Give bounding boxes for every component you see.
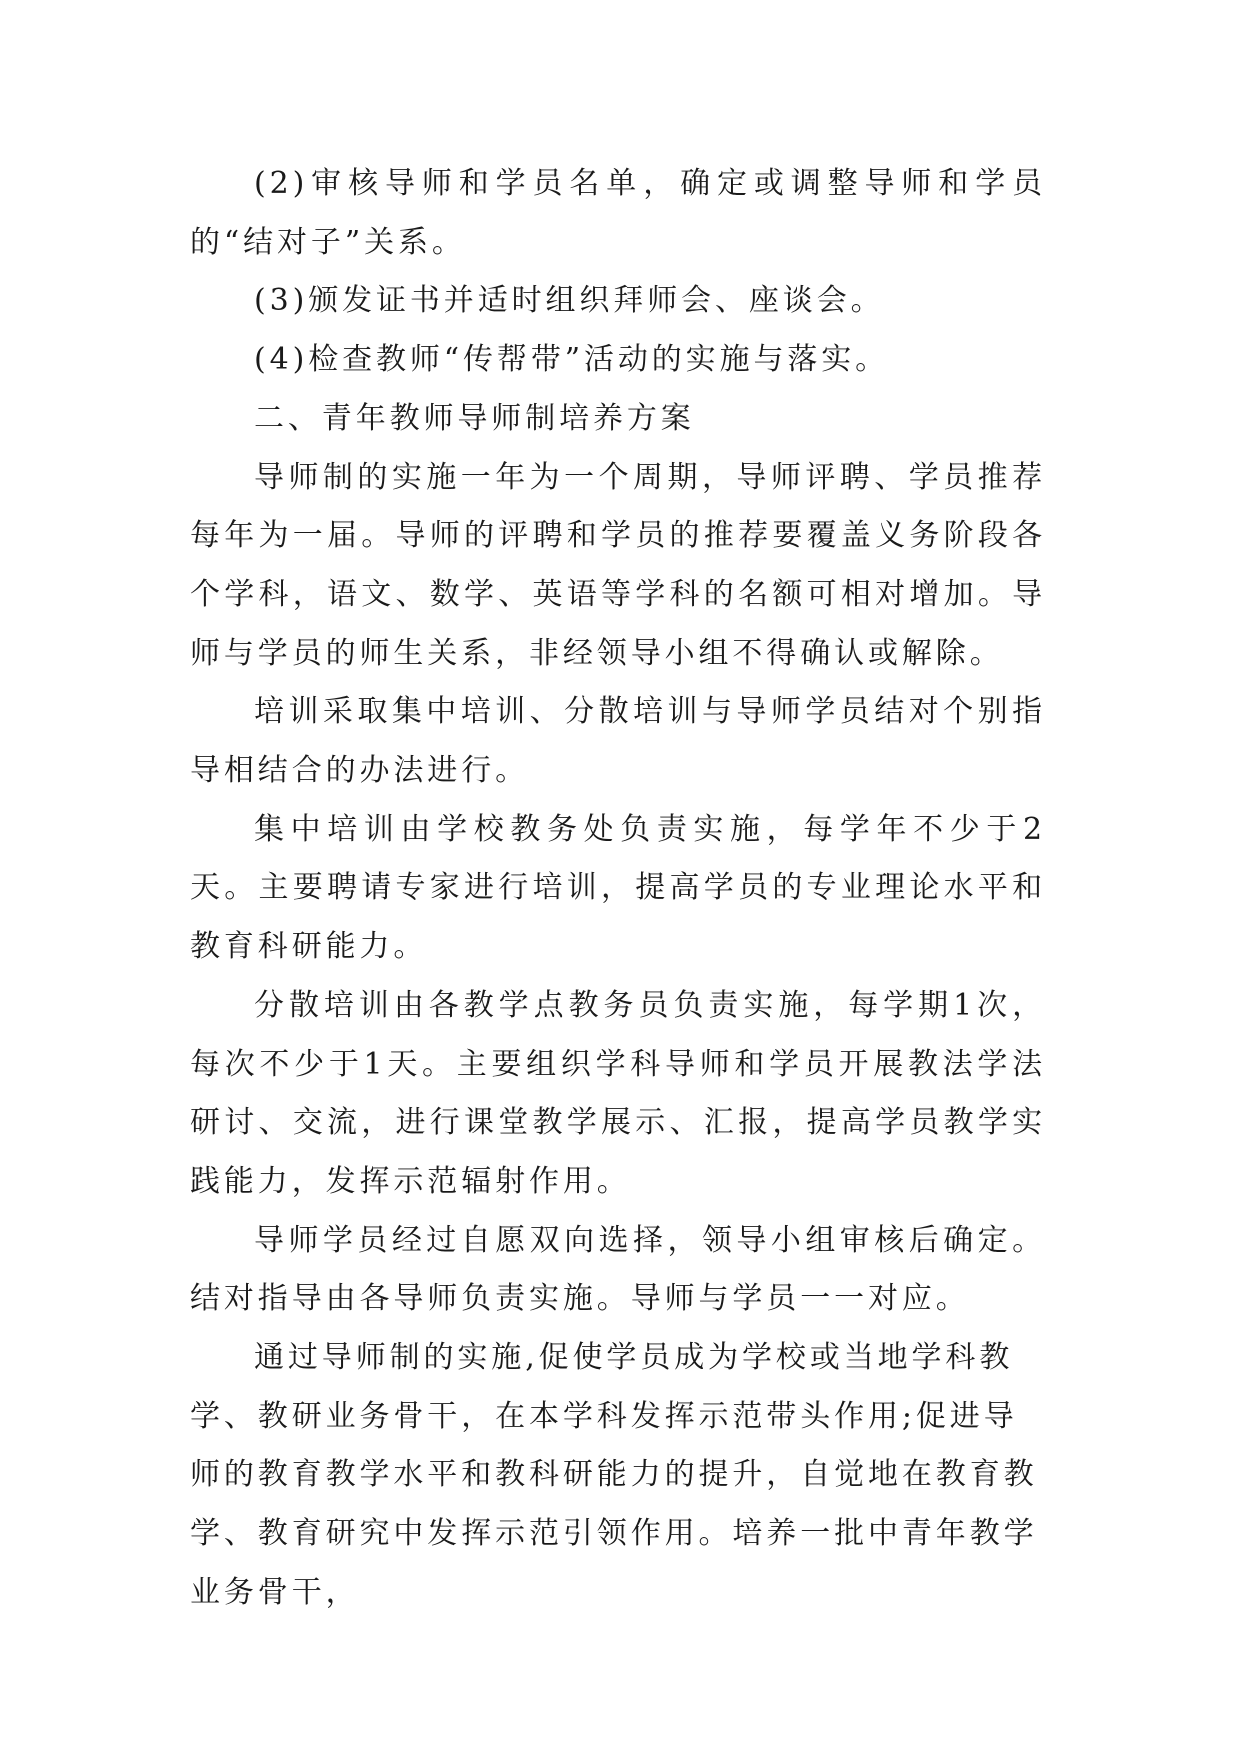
paragraph-inspection: (4)检查教师“传帮带”活动的实施与落实。 bbox=[254, 342, 890, 378]
paragraph-mentor-cycle: 导师制的实施一年为一个周期，导师评聘、学员推荐每年为一届。导师的评聘和学员的推荐要覆盖义务阶段各个学科，语文、数学、英语等学科的名额可相对增加。导师与学员的师生关系，非经领导小组不得确认或解除。 bbox=[190, 459, 1046, 671]
paragraph-certificates: (3)颁发证书并适时组织拜师会、座谈会。 bbox=[254, 283, 885, 319]
paragraph-training-method: 培训采取集中培训、分散培训与导师学员结对个别指导相结合的办法进行。 bbox=[190, 694, 1046, 789]
paragraph-goals: 通过导师制的实施,促使学员成为学校或当地学科教学、教研业务骨干，在本学科发挥示范带头作用;促进导师的教育教学水平和教科研能力的提升，自觉地在教育教学、教育研究中发挥示范引领作用。培养一批中青年教学业务骨干， bbox=[190, 1340, 1038, 1610]
paragraph-approve-list: (2)审核导师和学员名单，确定或调整导师和学员的“结对子”关系。 bbox=[190, 166, 1046, 260]
paragraph-centralized-training: 集中培训由学校教务处负责实施，每学年不少于2天。主要聘请专家进行培训，提高学员的专业理论水平和教育科研能力。 bbox=[190, 811, 1046, 965]
section-heading: 二、青年教师导师制培养方案 bbox=[254, 400, 695, 436]
document-body bbox=[190, 155, 1046, 1623]
paragraph-pairing: 导师学员经过自愿双向选择，领导小组审核后确定。结对指导由各导师负责实施。导师与学员一一对应。 bbox=[190, 1222, 1046, 1317]
paragraph-dispersed-training: 分散培训由各教学点教务员负责实施，每学期1次，每次不少于1天。主要组织学科导师和学员开展教法学法研讨、交流，进行课堂教学展示、汇报，提高学员教学实践能力，发挥示范辐射作用。 bbox=[190, 987, 1046, 1199]
